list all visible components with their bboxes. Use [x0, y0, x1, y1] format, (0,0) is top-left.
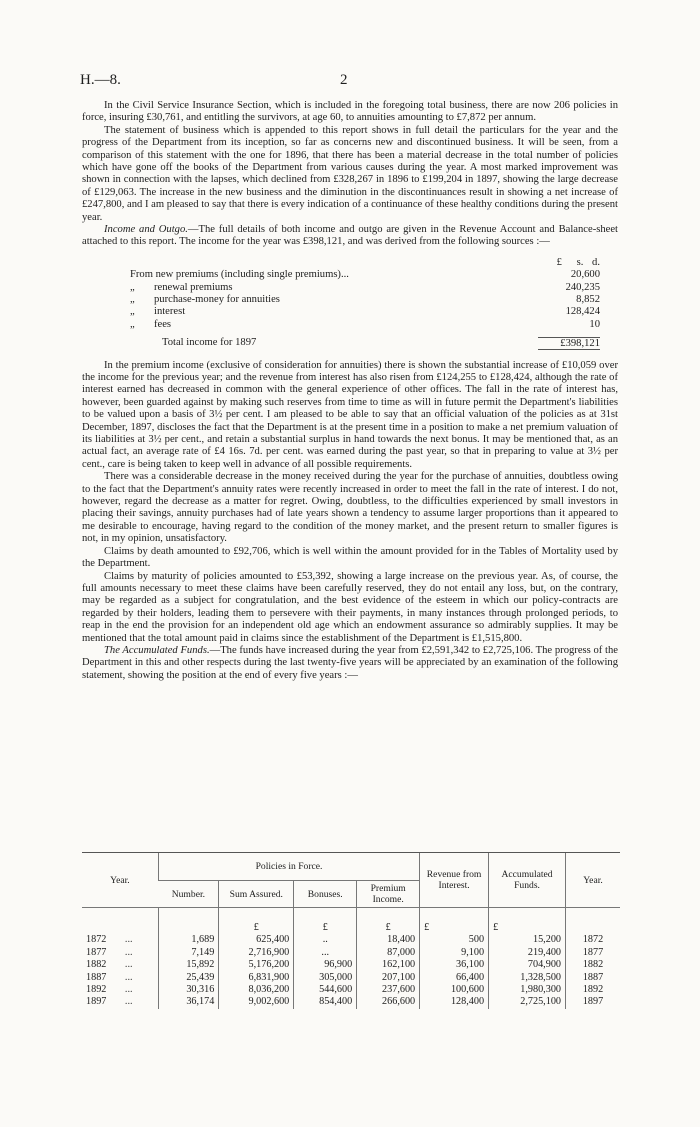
cell-premium: 162,100: [357, 959, 420, 971]
income-label: fees: [154, 318, 172, 330]
col-year: Year.: [82, 853, 158, 908]
col-sum-assured: Sum Assured.: [219, 881, 294, 908]
cell-premium: 18,400: [357, 934, 420, 946]
cell-bonuses: 305,000: [294, 972, 357, 984]
cell-number: 7,149: [158, 947, 218, 959]
paragraph-income-outgo: [82, 224, 618, 249]
cell-premium: 237,600: [357, 984, 420, 996]
row-year: 1897: [86, 996, 107, 1008]
unit-mark: £: [219, 922, 294, 934]
cell-bonuses: 854,400: [294, 996, 357, 1008]
cell-year-right: 1877: [566, 947, 621, 959]
cell-funds: 2,725,100: [489, 996, 566, 1008]
income-total-label: Total income for 1897: [162, 337, 257, 349]
cell-funds: 1,328,500: [489, 972, 566, 984]
unit-mark: £: [420, 922, 489, 934]
income-label: interest: [154, 306, 186, 318]
document-reference: H.—8.: [80, 72, 121, 88]
cell-bonuses: 544,600: [294, 984, 357, 996]
cell-interest: 36,100: [420, 959, 489, 971]
cell-premium: 266,600: [357, 996, 420, 1008]
col-group-policies: Policies in Force.: [158, 853, 419, 881]
income-row: [130, 269, 600, 281]
income-intro: —The full details of both income and outgo are given in the Revenue Account and Balance-sheet attached to this report. The income for the year was £398,121, and was derived from the following sources :—: [82, 224, 618, 248]
pence-header: d.: [592, 256, 600, 268]
row-dots: ...: [124, 959, 133, 971]
income-total-row: [130, 337, 600, 349]
row-dots: ...: [124, 946, 133, 958]
shilling-header: s.: [576, 256, 584, 268]
cell-premium: 87,000: [357, 947, 420, 959]
ditto-mark: „: [130, 318, 135, 330]
table-row: [82, 934, 620, 946]
row-year: 1892: [86, 984, 107, 996]
page-number: 2: [340, 72, 348, 88]
paragraph-maturity-claims: Claims by maturity of policies amounted to £53,392, showing a large increase on the previous year. As, of course, the full amounts necessary to meet these claims have been carefully reserved, they do not entail any loss, but, on the contrary, may be regarded as a subject for congratulation, and the best evidence of the esteem in which our policy-contracts are regarded by their holders, leading them to persevere with their payments, in many instances through prolonged periods, to reap in the end the provision for an independent old age which an endowment assurance so admirably supplies. It may be mentioned that the total amount paid in claims since the establishment of the Department is £1,515,800.: [82, 570, 618, 644]
cell-premium: 207,100: [357, 972, 420, 984]
col-number: Number.: [158, 881, 218, 908]
income-row: [130, 319, 600, 331]
table-row: [82, 996, 620, 1008]
cell-funds: 15,200: [489, 934, 566, 946]
income-row: [130, 282, 600, 294]
income-amount: 8,852: [576, 294, 600, 306]
income-label: renewal premiums: [154, 281, 233, 293]
cell-interest: 500: [420, 934, 489, 946]
row-dots: ...: [124, 996, 133, 1008]
income-heading: Income and Outgo.: [104, 224, 188, 236]
pound-header: £: [556, 256, 562, 268]
paragraph-civil-service: In the Civil Service Insurance Section, which is included in the foregoing total business, there are now 206 policies in force, insuring £30,761, and entitling the survivors, at age 60, to annuities amounting to £7,872 per annum.: [82, 100, 618, 124]
cell-sum-assured: 5,176,200: [219, 959, 294, 971]
table-row: [82, 959, 620, 971]
unit-mark: £: [489, 922, 566, 934]
cell-sum-assured: 9,002,600: [219, 996, 294, 1008]
cell-sum-assured: 8,036,200: [219, 984, 294, 996]
row-dots: ...: [124, 934, 133, 946]
paragraph-accumulated-funds: [82, 645, 618, 682]
income-amount: 20,600: [570, 269, 600, 281]
col-revenue-interest: Revenue from Interest.: [420, 853, 489, 908]
cell-number: 30,316: [158, 984, 218, 996]
col-year-right: Year.: [566, 853, 621, 908]
table-row: [82, 984, 620, 996]
cell-sum-assured: 625,400: [219, 934, 294, 946]
col-bonuses: Bonuses.: [294, 881, 357, 908]
income-row: [130, 306, 600, 318]
col-premium-income: Premium Income.: [357, 881, 420, 908]
ditto-mark: „: [130, 294, 135, 306]
progress-table: [82, 852, 620, 1009]
income-table: [130, 257, 600, 350]
ditto-mark: „: [130, 306, 135, 318]
table-row: [82, 972, 620, 984]
cell-year-right: 1887: [566, 972, 621, 984]
currency-header: [130, 257, 600, 269]
cell-number: 1,689: [158, 934, 218, 946]
cell-funds: 704,900: [489, 959, 566, 971]
cell-funds: 219,400: [489, 947, 566, 959]
cell-year-right: 1872: [566, 934, 621, 946]
paragraph-premium-income: In the premium income (exclusive of consideration for annuities) there is shown the substantial increase of £10,059 over the income for the previous year; and the revenue from interest has also risen from £124,255 to £128,424, although the rate of interest earned has decreased in common with the general experience of other offices. The fall in the rate of interest has, however, been guarded against by making such reserves from time to time as will in future permit the Department's liabilities to be valued upon a basis of 3½ per cent. I am pleased to be able to say that an official valuation of the policies as at 31st December, 1897, discloses the fact that the Department is at the present time in a position to make a net premium valuation of its liabilities at 3½ per cent., and retain a substantial surplus in hand towards the next bonus. It may be mentioned that, as an actual fact, an average rate of £4 16s. 7d. per cent. was earned during the past year, so that in preparing to value at 3½ per cent., care is being taken to keep well in advance of all possible requirements.: [82, 359, 618, 470]
cell-bonuses: 96,900: [294, 959, 357, 971]
row-dots: ...: [124, 984, 133, 996]
cell-year-right: 1892: [566, 984, 621, 996]
income-amount: 10: [589, 318, 600, 330]
row-year: 1887: [86, 971, 107, 983]
cell-interest: 66,400: [420, 972, 489, 984]
row-dots: ...: [124, 971, 133, 983]
unit-mark: £: [294, 922, 357, 934]
income-amount: 128,424: [565, 306, 600, 318]
paragraph-statement: The statement of business which is appended to this report shows in full detail the particulars for the year and the progress of the Department from its inception, so far as concerns new and discontinued business. It will be seen, from a comparison of this statement with the one for 1896, that there has been a material decrease in the total number of policies which have gone off the books of the Department from various causes during the year. A most marked improvement was shown in connection with the lapses, which declined from £328,267 in 1896 to £199,204 in 1897, showing the large decrease of £129,063. The increase in the new business and the diminution in the discontinuances result in showing a net increase of £247,800, and I am pleased to say that there is every indication of a continuance of these healthy conditions during the present year.: [82, 124, 618, 223]
paragraph-death-claims: Claims by death amounted to £92,706, which is well within the amount provided for in the Tables of Mortality used by the Department.: [82, 545, 618, 570]
unit-mark: £: [357, 922, 420, 934]
units-row: [82, 922, 620, 934]
cell-sum-assured: 2,716,900: [219, 947, 294, 959]
income-row: [130, 294, 600, 306]
row-year: 1872: [86, 934, 107, 946]
report-body: [82, 100, 618, 682]
cell-interest: 100,600: [420, 984, 489, 996]
cell-year-right: 1897: [566, 996, 621, 1008]
income-label: From new premiums (including single premiums)...: [130, 269, 349, 281]
cell-bonuses: ..: [294, 934, 357, 946]
table-row: [82, 947, 620, 959]
cell-year-right: 1882: [566, 959, 621, 971]
cell-funds: 1,980,300: [489, 984, 566, 996]
funds-heading: The Accumulated Funds.: [104, 644, 210, 656]
col-accumulated-funds: Accumulated Funds.: [489, 853, 566, 908]
income-label: purchase-money for annuities: [154, 294, 280, 306]
row-year: 1877: [86, 946, 107, 958]
cell-number: 15,892: [158, 959, 218, 971]
cell-number: 36,174: [158, 996, 218, 1008]
cell-bonuses: ...: [294, 947, 357, 959]
funds-intro: —The funds have increased during the year from £2,591,342 to £2,725,106. The progress of the Department in this and other respects during the last twenty-five years will be appreciated by an examination of the following statement, showing the position at the end of every five years :—: [82, 644, 618, 681]
income-total-amount: £398,121: [538, 337, 600, 349]
cell-interest: 9,100: [420, 947, 489, 959]
row-year: 1882: [86, 959, 107, 971]
cell-number: 25,439: [158, 972, 218, 984]
paragraph-annuities: There was a considerable decrease in the money received during the year for the purchase of annuities, doubtless owing to the fact that the Department's annuity rates were recently increased in order to meet the fall in the rate of interest. I do not, however, regard the decrease as a matter for regret. Owing, doubtless, to the difficulties experienced by small investors in placing their savings, annuity purchases had of late years shown a tendency to assume larger proportions than it appeared to me desirable to encourage, having regard to the condition of the money market, and the present return to smaller figures is not, in my opinion, unsatisfactory.: [82, 471, 618, 545]
cell-sum-assured: 6,831,900: [219, 972, 294, 984]
cell-interest: 128,400: [420, 996, 489, 1008]
income-amount: 240,235: [565, 281, 600, 293]
ditto-mark: „: [130, 281, 135, 293]
